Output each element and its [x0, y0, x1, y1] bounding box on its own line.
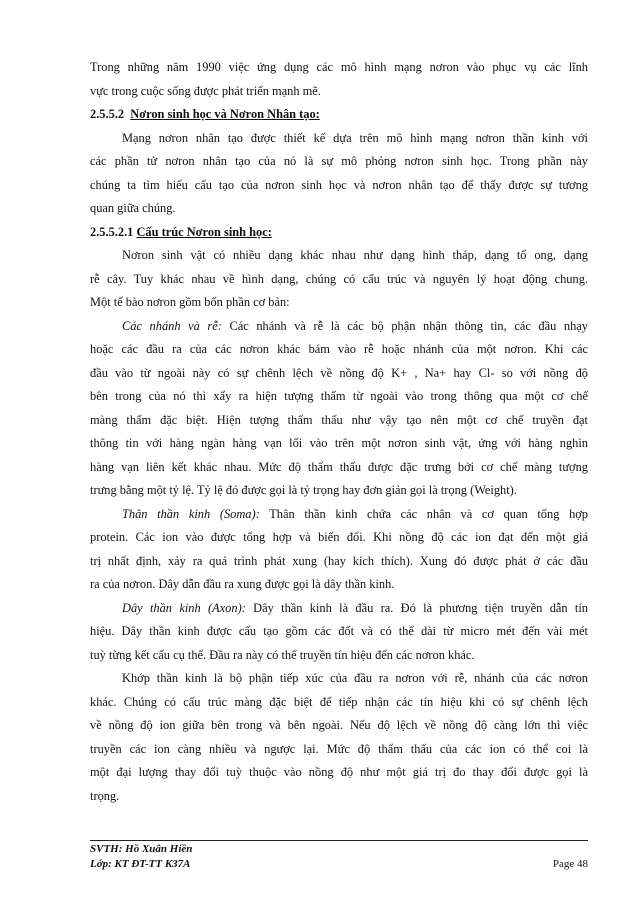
section-heading: [90, 103, 588, 127]
paragraph-line: thông tin với hàng ngàn hàng vạn lối vào trên một nơron sinh vật, ứng với hàng nghìn: [90, 436, 588, 450]
section-title: Cấu trúc Nơron sinh học:: [136, 224, 272, 239]
paragraph-line: Các nhánh và rễ: Các nhánh và rễ là các bộ phận nhận thông tin, các đầu nhạy: [122, 318, 588, 333]
paragraph-line: Trong những năm 1990 việc ứng dụng các mô hình mạng nơron vào phục vụ các lĩnh: [90, 60, 588, 74]
document-body: [90, 56, 588, 808]
paragraph-line: màng thấm đặc biệt. Hiện tượng thấm thấu như vậy tạo nên một cơ chế truyền đạt: [90, 412, 588, 427]
paragraph-line: Khớp thần kinh là bộ phận tiếp xúc của đầu ra nơron với rễ, nhánh của các nơron: [122, 671, 588, 685]
paragraph-line: Mạng nơron nhân tạo được thiết kế dựa trên mô hình mạng nơron thần kinh với: [122, 130, 588, 145]
footer-divider: [90, 840, 588, 841]
paragraph-line: Dây thần kinh (Axon): Dây thần kinh là đầu ra. Đó là phương tiện truyền dẫn tín: [122, 600, 588, 615]
paragraph-line: Nơron sinh vật có nhiều dạng khác nhau như dạng hình tháp, dạng tổ ong, dạng: [122, 248, 588, 262]
section-number: 2.5.5.2.1: [90, 224, 134, 239]
term-label: Thân thần kinh (Soma):: [122, 506, 260, 521]
paragraph-line: vực trong cuộc sống được phát triển mạnh mẽ.: [90, 83, 321, 98]
paragraph-line: khác. Chúng có cấu trúc màng đặc biệt để tiếp nhận các tín hiệu khi có sự chênh lệch: [90, 694, 588, 709]
paragraph-line: hoặc các đầu ra của các nơron khác bám vào rễ hoặc nhánh của một nơron. Khi các: [90, 342, 588, 356]
paragraph-line: Thân thần kinh (Soma): Thân thần kinh chứa các nhân và cơ quan tổng hợp: [122, 506, 589, 521]
footer-author: SVTH: Hồ Xuân Hiền: [90, 843, 193, 855]
page-footer: [90, 842, 588, 872]
section-number: 2.5.5.2: [90, 107, 125, 121]
paragraph-line: chúng ta tìm hiểu cấu tạo của nơron sinh học và nơron nhân tạo để thấy được sự tương: [90, 177, 588, 192]
paragraph-line: truyền các ion càng nhiều và ngược lại. Mức độ thẩm thấu của các ion có thể coi là: [90, 741, 588, 756]
footer-class: Lớp: KT ĐT-TT K37A: [90, 858, 191, 870]
paragraph-line: bên trong của nó thì xẩy ra hiện tượng thấm từ ngoài vào trong thông qua một cơ chế: [90, 389, 588, 403]
page-number: Page 48: [552, 858, 588, 870]
paragraph-line: protein. Các ion vào được tổng hợp và biến đổi. Khi nồng độ các ion đạt đến một giá: [90, 530, 588, 544]
paragraph-line: các phần tử nơron nhân tạo của nó là sự mô phỏng nơron sinh học. Trong phần này: [90, 154, 588, 168]
paragraph-line: trưng bằng một tỷ lệ. Tỷ lệ đó được gọi là tỷ trọng hay đơn giản gọi là trọng (Weight).: [90, 483, 517, 497]
paragraph-line: một đại lượng thay đổi tuỳ thuộc vào nồng độ như một giá trị đo thay đổi được gọi là: [90, 765, 588, 779]
paragraph-line: quan giữa chúng.: [90, 201, 176, 215]
paragraph-line: rễ cây. Tuy khác nhau về hình dạng, chúng có cấu trúc và nguyên lý hoạt động chung.: [90, 271, 588, 286]
paragraph-line: ra của nơron. Dây dẫn đầu ra xung được gọi là dây thần kinh.: [90, 577, 395, 591]
paragraph-line: về nồng độ ion giữa bên trong và bên ngoài. Nếu độ lệch về nồng độ càng lớn thì việc: [90, 718, 588, 732]
paragraph-line: đầu vào từ ngoài này có sự chênh lệch về nồng độ K+ , Na+ hay Cl- so với nồng độ: [90, 365, 588, 380]
section-title: Nơron sinh học và Nơron Nhân tạo:: [130, 107, 320, 121]
term-label: Dây thần kinh (Axon):: [122, 600, 246, 615]
paragraph-line: Một tế bào nơron gồm bốn phần cơ bản:: [90, 295, 290, 309]
section-heading: [90, 221, 588, 245]
paragraph-line: hàng vạn liên kết khác nhau. Mức độ thẩm thấu được đặc trưng bởi cơ chế màng tượng: [90, 459, 588, 474]
paragraph-line: trọng.: [90, 788, 120, 803]
term-label: Các nhánh và rễ:: [122, 318, 222, 333]
paragraph-line: hiệu. Dây thần kinh được cấu tạo gồm các đốt và có thể dài từ micro mét đến vài mét: [90, 624, 588, 638]
paragraph-line: tuỳ từng kết cấu cụ thể. Đầu ra này có thể truyền tín hiệu đến các nơron khác.: [90, 647, 475, 662]
paragraph-line: trị nhất định, xảy ra quá trình phát xung (hay kích thích). Xung đó được phát ở các đầu: [90, 553, 588, 568]
